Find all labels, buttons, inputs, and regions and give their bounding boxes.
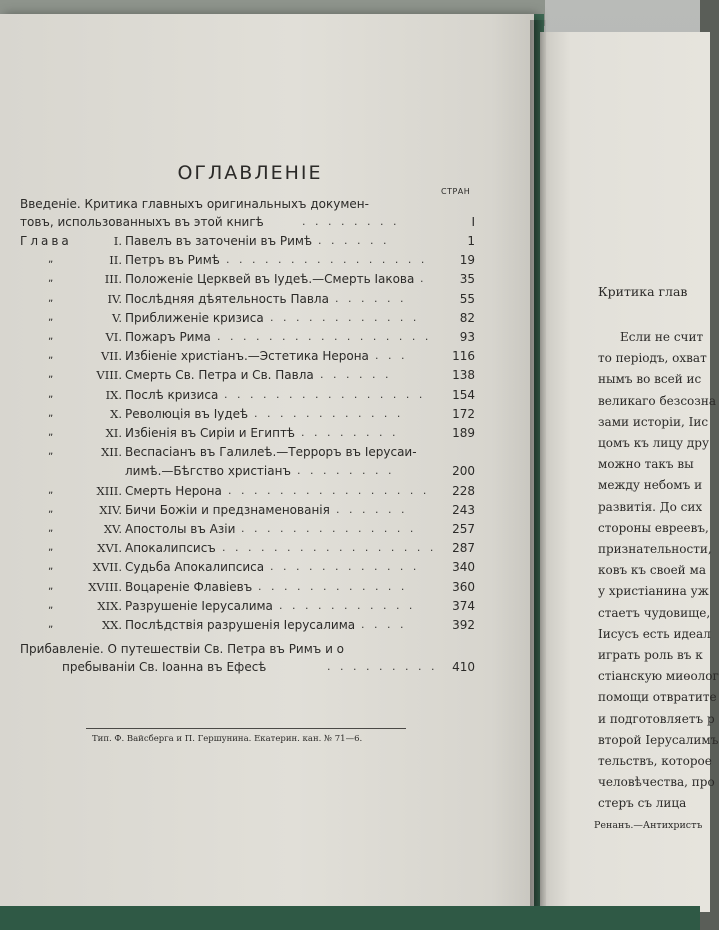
leader-dots: . . . . . . . . (297, 464, 395, 478)
chapter-page: 360 (452, 579, 475, 594)
toc-chapter-row (0, 424, 490, 442)
ditto-mark: „ (48, 350, 54, 362)
leader-dots: . . . . . . (320, 368, 392, 382)
ditto-mark: „ (48, 542, 54, 554)
chapter-page: 82 (459, 310, 475, 325)
leader-dots: . . . . . . . . . . . . (270, 560, 420, 574)
ditto-mark: „ (48, 503, 54, 515)
chapter-number: II. (109, 253, 122, 268)
leader-dots: . . . . . . . . . . . . . . . . . (217, 330, 432, 343)
chapter-title: Революція въ Іудеѣ (125, 406, 249, 421)
chapter-title: Послѣ кризиса (125, 387, 219, 402)
leader-dots: . . . . . . (318, 234, 390, 247)
chapter-number: X. (110, 406, 122, 421)
right-page-line: стаетъ чудовище, (598, 605, 711, 620)
right-page-line: человѣчества, про (598, 775, 715, 790)
toc-chapter-row (0, 290, 490, 308)
toc-chapter-row (0, 558, 490, 576)
right-page-line: ковъ къ своей ма (598, 563, 706, 578)
chapter-number: XX. (101, 618, 122, 632)
leader-dots: . . . . . . . . . . . . . . (241, 522, 417, 535)
toc-chapter-row (0, 443, 490, 461)
toc-chapter-row (0, 616, 490, 634)
chapter-page: 35 (459, 272, 475, 287)
toc-chapter-row (0, 578, 490, 596)
right-page-line: тельствъ, которое (598, 754, 712, 768)
chapter-page: 154 (452, 387, 475, 402)
chapter-title: Воцареніе Флавіевъ (125, 579, 253, 594)
chapter-number: XII. (101, 445, 122, 460)
chapter-title: Апостолы въ Азіи (125, 522, 236, 536)
ditto-mark: „ (48, 369, 54, 381)
footer-rule (86, 728, 406, 729)
chapter-page: 1 (467, 234, 475, 248)
right-page-line: между небомъ и (598, 478, 703, 493)
chapter-title: Пожаръ Рима (125, 330, 211, 344)
chapter-number: I. (113, 234, 122, 248)
book-cover-bottom (0, 906, 700, 930)
chapter-page: 243 (452, 502, 475, 517)
chapter-number: XIV. (99, 502, 122, 517)
toc-chapter-row (0, 347, 490, 365)
toc-chapter-row (0, 501, 490, 519)
leader-dots: . (420, 272, 427, 286)
toc-chapter-row (0, 405, 490, 423)
right-page-line: стіанскую миөолог (598, 669, 719, 684)
toc-chapter-row (0, 597, 490, 615)
ditto-mark: „ (48, 407, 54, 419)
toc-chapter-row (0, 270, 490, 288)
right-page-line: второй Іерусалимъ (598, 732, 719, 747)
leader-dots: . . . . . . . . . . . . (254, 406, 404, 420)
chapter-page: 93 (459, 330, 475, 344)
chapter-title: Приближеніе кризиса (125, 310, 264, 325)
ditto-mark: „ (48, 619, 54, 630)
toc-intro-line1: Введеніе. Критика главныхъ оригинальныхъ докумен- (20, 197, 369, 211)
chapter-number: IV. (107, 291, 122, 306)
chapter-title: Избіеніе христіанъ.—Эстетика Нерона (125, 349, 369, 364)
printer-imprint: Тип. Ф. Вайсберга и П. Гершунина. Екатерин. кан. № 71—6. (92, 734, 363, 744)
leader-dots: . . . . (361, 618, 407, 631)
toc-appendix-entry (62, 658, 482, 676)
ditto-mark: „ (48, 580, 54, 592)
chapter-title: Положеніе Церквей въ Іудеѣ.—Смерть Іакова (125, 272, 415, 287)
chapter-number: VI. (105, 330, 122, 344)
chapter-number: V. (112, 310, 122, 325)
right-page-line: Ренанъ.—Антихристъ (594, 819, 703, 831)
toc-appendix-dots: . . . . . . . . . (327, 660, 438, 673)
chapter-number: VIII. (96, 368, 122, 383)
ditto-mark: „ (48, 273, 54, 285)
leader-dots: . . . . . . . . . . . . . . . . (226, 253, 428, 267)
chapter-page: 189 (452, 426, 475, 440)
chapter-title: Смерть Нерона (125, 483, 222, 498)
ditto-mark: „ (48, 331, 54, 342)
chapter-number: XIX. (97, 598, 122, 613)
leader-dots: . . . . . . . . . . . . . . . . (228, 483, 430, 497)
chapter-page: 19 (459, 253, 475, 268)
ditto-mark: „ (48, 523, 54, 534)
leader-dots: . . . (375, 349, 408, 363)
ditto-mark: „ (48, 561, 54, 573)
right-page-line: Іисусъ есть идеал (598, 626, 711, 641)
right-page-line: и подготовляетъ р (598, 711, 715, 726)
chapter-page: 116 (452, 349, 475, 364)
right-page-line: то періодъ, охват (598, 351, 707, 366)
page-column-header: СТРАН (441, 187, 471, 196)
toc-chapter-row (0, 366, 490, 384)
toc-appendix-page: 410 (452, 660, 475, 674)
leader-dots: . . . . . . (336, 502, 408, 516)
leader-dots: . . . . . . . . (301, 426, 399, 439)
chapter-number: III. (104, 272, 122, 287)
chapter-number: VII. (100, 349, 122, 364)
chapter-number: XVIII. (88, 579, 122, 594)
toc-intro-line2: товъ, использованныхъ въ этой книгѣ (20, 215, 264, 229)
right-page-line: нымъ во всей ис (598, 372, 702, 387)
right-page-line: стеръ съ лица (598, 796, 687, 811)
toc-chapter-row (0, 232, 490, 250)
ditto-mark: „ (48, 388, 54, 400)
right-page-heading: Критика глав (598, 284, 688, 299)
chapter-title: лимѣ.—Бѣгство христіанъ (125, 464, 291, 479)
chapter-title: Бичи Божіи и предзнаменованія (125, 502, 330, 517)
chapter-title: Послѣдняя дѣятельность Павла (125, 291, 329, 306)
toc-chapter-row (0, 520, 490, 538)
toc-appendix-line2: пребываніи Св. Іоанна въ Ефесѣ (62, 660, 267, 674)
ditto-mark: „ (48, 311, 54, 323)
leader-dots: . . . . . . . . . . . . . . . . . (222, 541, 437, 555)
chapter-number: XI. (105, 426, 122, 440)
leader-dots: . . . . . . . . . . . . . . . . (224, 387, 426, 401)
right-page-line: помощи отвратите (598, 690, 717, 705)
ditto-mark: „ (48, 599, 54, 611)
right-page-line: у христіанина уж (598, 584, 709, 599)
chapter-title: Павелъ въ заточеніи въ Римѣ (125, 234, 313, 248)
chapter-title: Апокалипсисъ (125, 541, 216, 556)
right-page-line: Если не счит (620, 330, 704, 344)
chapter-title: Разрушеніе Іерусалима (125, 598, 273, 613)
chapter-page: 228 (452, 483, 475, 498)
chapter-page: 55 (459, 291, 475, 306)
chapter-title: Веспасіанъ въ Галилеѣ.—Терроръ въ Іерусаи- (125, 445, 417, 460)
toc-chapter-row (0, 251, 490, 269)
toc-chapter-row (0, 328, 490, 346)
toc-appendix-line1: Прибавленіе. О путешествіи Св. Петра въ Римъ и о (20, 642, 345, 656)
chapter-number: IX. (105, 387, 122, 402)
toc-chapter-row (0, 482, 490, 500)
toc-intro-entry (20, 213, 480, 231)
toc-title: ОГЛАВЛЕНІЕ (177, 162, 323, 184)
chapter-title: Петръ въ Римѣ (125, 253, 220, 268)
chapter-number: XVII. (92, 560, 122, 575)
page-gutter (530, 20, 546, 915)
leader-dots: . . . . . . (335, 291, 407, 305)
ditto-mark: „ (48, 427, 54, 438)
right-page-line: цомъ къ лицу дру (598, 436, 710, 450)
chapter-page: 392 (452, 618, 475, 632)
right-page-line: играть роль въ к (598, 648, 703, 662)
ditto-mark: „ (48, 254, 54, 266)
right-page-line: стороны евреевъ, (598, 520, 709, 535)
toc-chapter-row (0, 539, 490, 557)
chapter-page: 257 (452, 522, 475, 536)
chapter-title: Избіенія въ Сиріи и Египтѣ (125, 426, 295, 440)
chapter-title: Послѣдствія разрушенія Іерусалима (125, 618, 356, 632)
chapter-title: Судьба Апокалипсиса (125, 560, 265, 575)
chapter-page: 287 (452, 541, 475, 556)
chapter-page: 200 (452, 464, 475, 479)
ditto-mark: „ (48, 292, 54, 304)
chapter-number: XV. (103, 522, 122, 536)
right-page-line: можно такъ вы (598, 457, 694, 472)
toc-chapter-row (0, 462, 490, 480)
ditto-mark: „ (48, 484, 54, 496)
chapter-page: 172 (452, 406, 475, 421)
chapter-page: 340 (452, 560, 475, 575)
toc-intro-page: I (471, 215, 475, 229)
leader-dots: . . . . . . . . . . . (279, 598, 416, 612)
toc-chapter-row (0, 386, 490, 404)
chapter-word: Глава (20, 234, 72, 248)
chapter-number: XIII. (96, 483, 122, 498)
leader-dots: . . . . . . . . . . . . (258, 579, 408, 593)
leader-dots: . . . . . . . . . . . . (270, 310, 420, 324)
chapter-title: Смерть Св. Петра и Св. Павла (125, 368, 314, 383)
chapter-page: 138 (452, 368, 475, 383)
ditto-mark: „ (48, 446, 54, 458)
right-page-line: великаго безсозна (598, 393, 716, 408)
right-page-line: признательности, (598, 542, 712, 556)
right-page-line: развитія. До сих (598, 499, 703, 514)
toc-intro-dots: . . . . . . . . (302, 215, 400, 228)
chapter-page: 374 (452, 598, 475, 613)
chapter-number: XVI. (97, 541, 122, 556)
right-page-line: зами исторіи, Іис (598, 414, 709, 429)
toc-chapter-row (0, 309, 490, 327)
